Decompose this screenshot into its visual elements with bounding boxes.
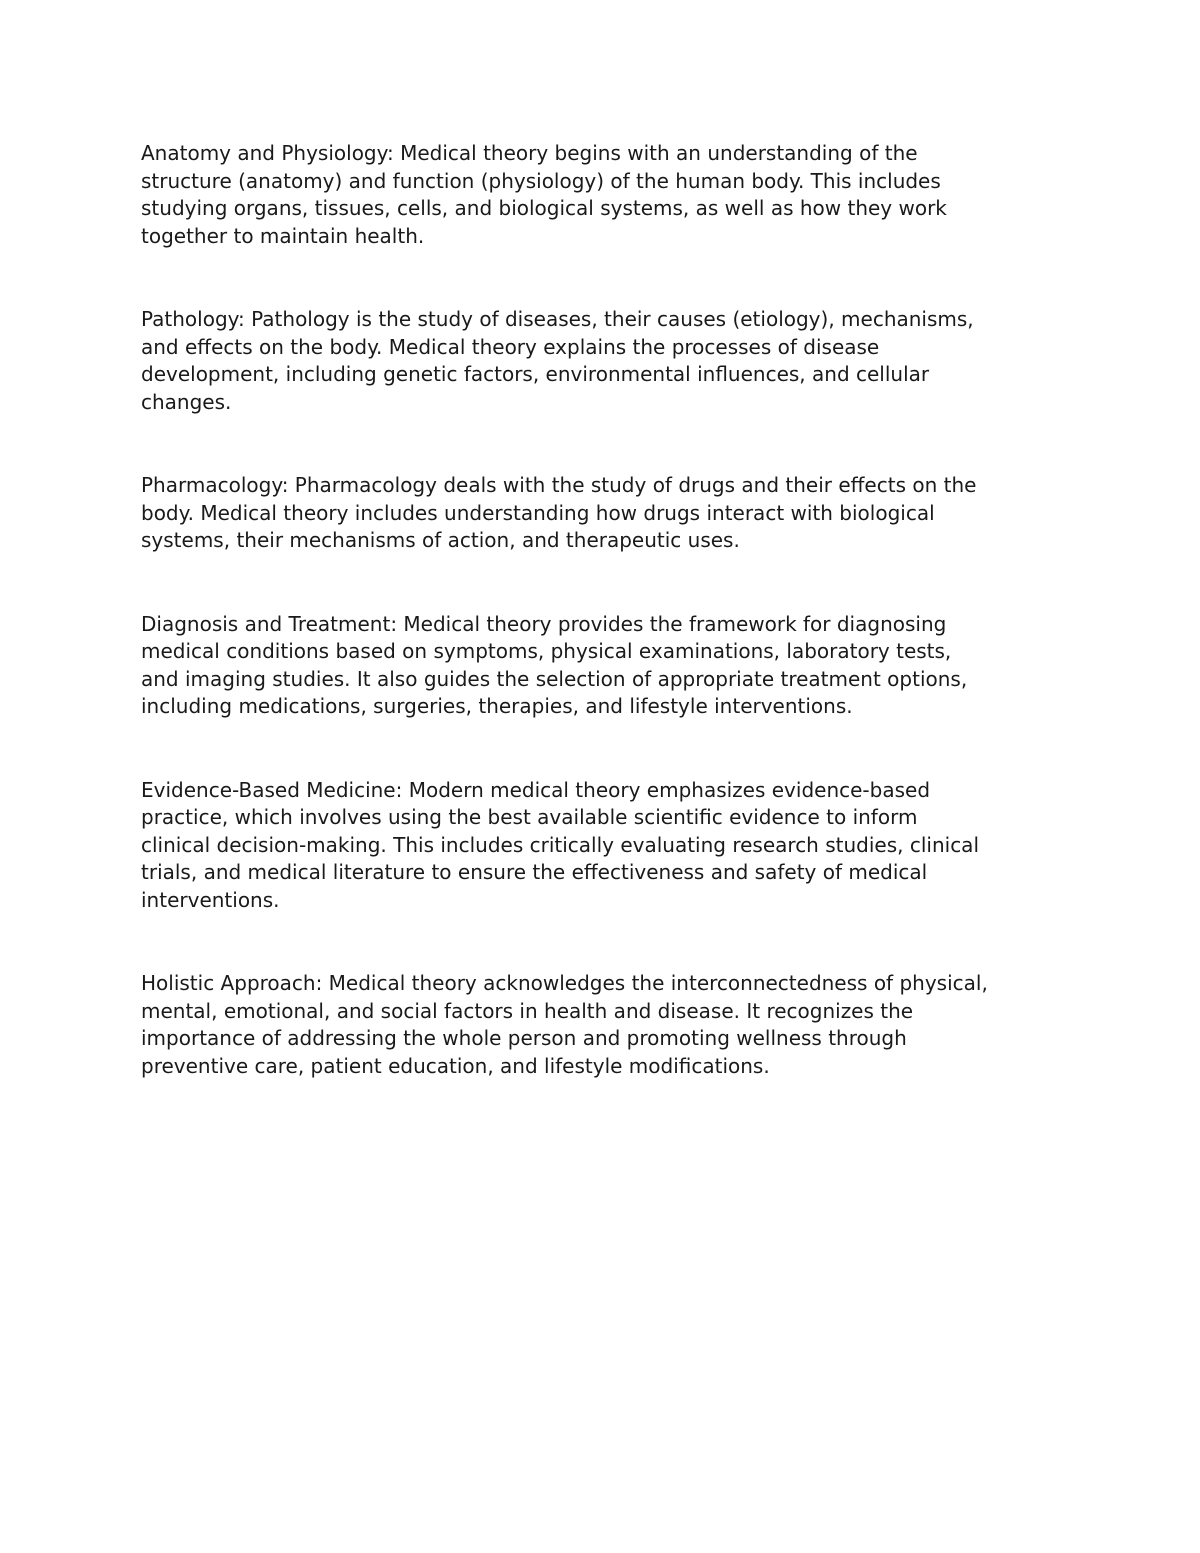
text-line: mental, emotional, and social factors in health and disease. It recognizes the: [141, 998, 914, 1023]
paragraph-spacer: [141, 555, 1066, 611]
text-line: preventive care, patient education, and lifestyle modifications.: [141, 1053, 770, 1078]
paragraph-spacer: [141, 914, 1066, 970]
text-line: including medications, surgeries, therapies, and lifestyle interventions.: [141, 694, 853, 718]
paragraph-evidence-based-medicine: [141, 777, 1066, 915]
text-line: Holistic Approach: Medical theory acknowledges the interconnectedness of physical,: [141, 971, 988, 995]
text-line: systems, their mechanisms of action, and therapeutic uses.: [141, 528, 740, 552]
document-body: [141, 140, 1066, 1080]
text-line: Diagnosis and Treatment: Medical theory provides the framework for diagnosing: [141, 611, 947, 636]
text-line: Evidence-Based Medicine: Modern medical theory emphasizes evidence-based: [141, 777, 931, 802]
text-line: and effects on the body. Medical theory explains the processes of disease: [141, 334, 880, 359]
text-line: together to maintain health.: [141, 223, 425, 248]
text-line: practice, which involves using the best available scientific evidence to inform: [141, 805, 918, 829]
text-line: body. Medical theory includes understanding how drugs interact with biological: [141, 500, 935, 525]
paragraph-holistic-approach: [141, 970, 1066, 1080]
text-line: medical conditions based on symptoms, physical examinations, laboratory tests,: [141, 639, 952, 663]
text-line: studying organs, tissues, cells, and biological systems, as well as how they work: [141, 196, 947, 220]
paragraph-spacer: [141, 721, 1066, 777]
text-line: and imaging studies. It also guides the selection of appropriate treatment options,: [141, 666, 968, 691]
paragraph-anatomy-physiology: [141, 140, 1066, 250]
text-line: Anatomy and Physiology: Medical theory begins with an understanding of the: [141, 141, 918, 165]
text-line: Pharmacology: Pharmacology deals with the study of drugs and their effects on the: [141, 473, 977, 497]
text-line: clinical decision-making. This includes critically evaluating research studies, clinical: [141, 832, 979, 857]
paragraph-pharmacology: [141, 472, 1066, 555]
text-line: structure (anatomy) and function (physiology) of the human body. This includes: [141, 168, 941, 193]
paragraph-spacer: [141, 250, 1066, 306]
text-line: interventions.: [141, 887, 280, 912]
text-line: importance of addressing the whole person and promoting wellness through: [141, 1026, 907, 1050]
text-line: changes.: [141, 389, 232, 414]
text-line: development, including genetic factors, environmental influences, and cellular: [141, 362, 930, 386]
paragraph-diagnosis-treatment: [141, 611, 1066, 721]
text-line: Pathology: Pathology is the study of diseases, their causes (etiology), mechanisms,: [141, 307, 974, 331]
paragraph-spacer: [141, 416, 1066, 472]
text-line: trials, and medical literature to ensure the effectiveness and safety of medical: [141, 860, 928, 884]
paragraph-pathology: [141, 306, 1066, 416]
